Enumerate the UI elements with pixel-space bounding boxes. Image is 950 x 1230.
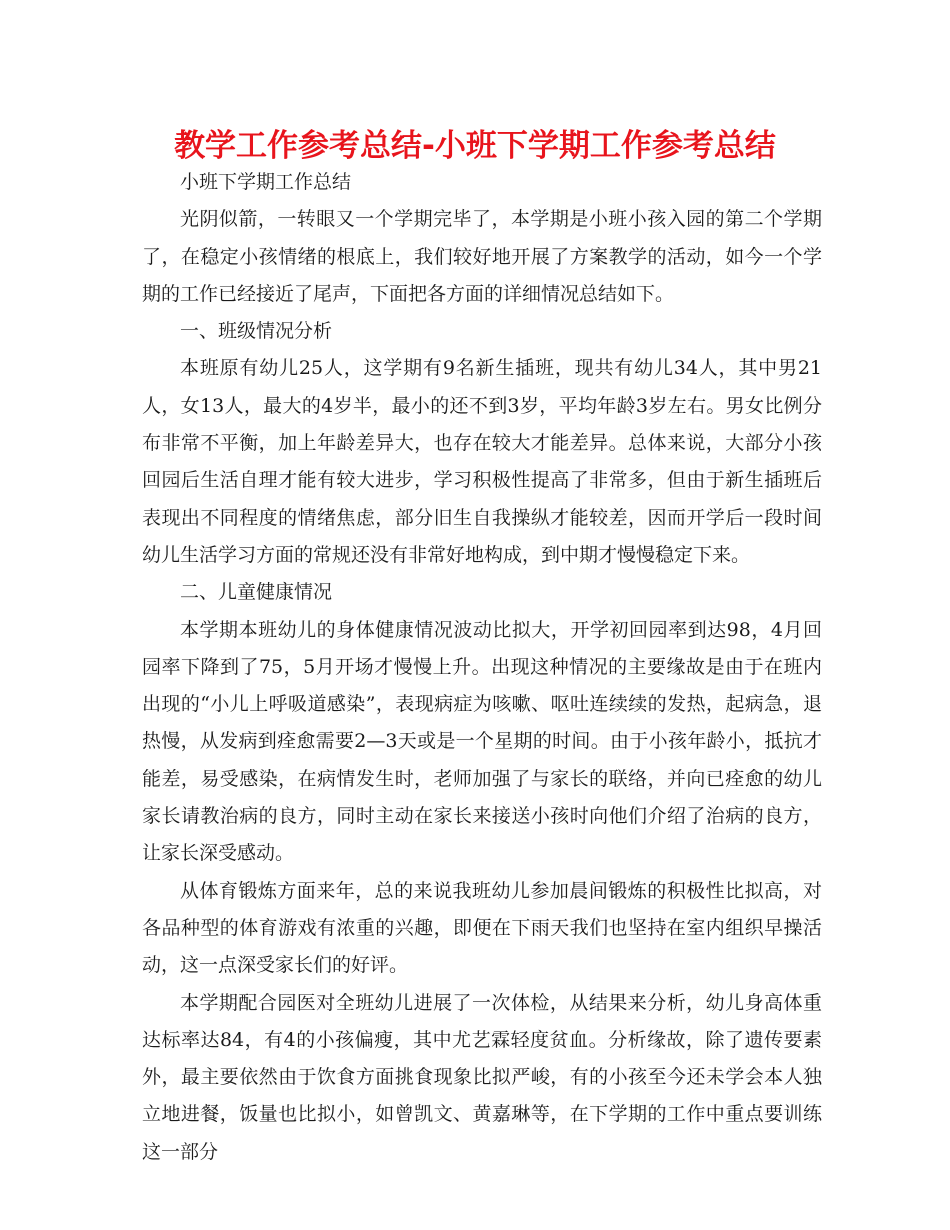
intro-paragraph: 光阴似箭，一转眼又一个学期完毕了，本学期是小班小孩入园的第二个学期了，在稳定小孩情绪的根底上，我们较好地开展了方案教学的活动，如今一个学期的工作已经接近了尾声，下面把各方面的详细情况总结如下。 [142, 208, 822, 305]
checkup-paragraph: 本学期配合园医对全班幼儿进展了一次体检，从结果来分析，幼儿身高体重达标率达84，有4的小孩偏瘦，其中尤艺霖轻度贫血。分析缘故，除了遗传要素外，最主要依然由于饮食方面挑食现象比拟严峻，有的小孩至今还未学会本人独立地进餐，饭量也比拟小，如曾凯文、黄嘉琳等，在下学期的工作中重点要训练这一部分 [142, 991, 822, 1163]
class-situation-paragraph: 本班原有幼儿25人，这学期有9名新生插班，现共有幼儿34人，其中男21人，女13人，最大的4岁半，最小的还不到3岁，平均年龄3岁左右。男女比例分布非常不平衡，加上年龄差异大，也存在较大才能差异。总体来说，大部分小孩回园后生活自理才能有较大进步，学习积极性提高了非常多，但由于新生插班后表现出不同程度的情绪焦虑，部分旧生自我操纵才能较差，因而开学后一段时间幼儿生活学习方面的常规还没有非常好地构成，到中期才慢慢稳定下来。 [142, 357, 822, 566]
section-heading-child-health: 二、儿童健康情况 [180, 581, 333, 604]
subtitle-paragraph: 小班下学期工作总结 [180, 171, 352, 193]
document-body [142, 164, 822, 1171]
health-paragraph: 本学期本班幼儿的身体健康情况波动比拟大，开学初回园率到达98，4月回园率下降到了75，5月开场才慢慢上升。出现这种情况的主要缘故是由于在班内出现的“小儿上呼吸道感染”，表现病症为咳嗽、呕吐连续续的发热，起病急，退热慢，从发病到痊愈需要2—3天或是一个星期的时间。由于小孩年龄小，抵抗才能差，易受感染，在病情发生时，老师加强了与家长的联络，并向已痊愈的幼儿家长请教治病的良方，同时主动在家长来接送小孩时向他们介绍了治病的良方，让家长深受感动。 [142, 618, 822, 865]
exercise-paragraph: 从体育锻炼方面来年，总的来说我班幼儿参加晨间锻炼的积极性比拟高，对各品种型的体育游戏有浓重的兴趣，即便在下雨天我们也坚持在室内组织早操活动，这一点深受家长们的好评。 [142, 879, 822, 977]
section-heading-class-situation: 一、班级情况分析 [180, 320, 333, 343]
document-title: 教学工作参考总结-小班下学期工作参考总结 [174, 128, 776, 164]
